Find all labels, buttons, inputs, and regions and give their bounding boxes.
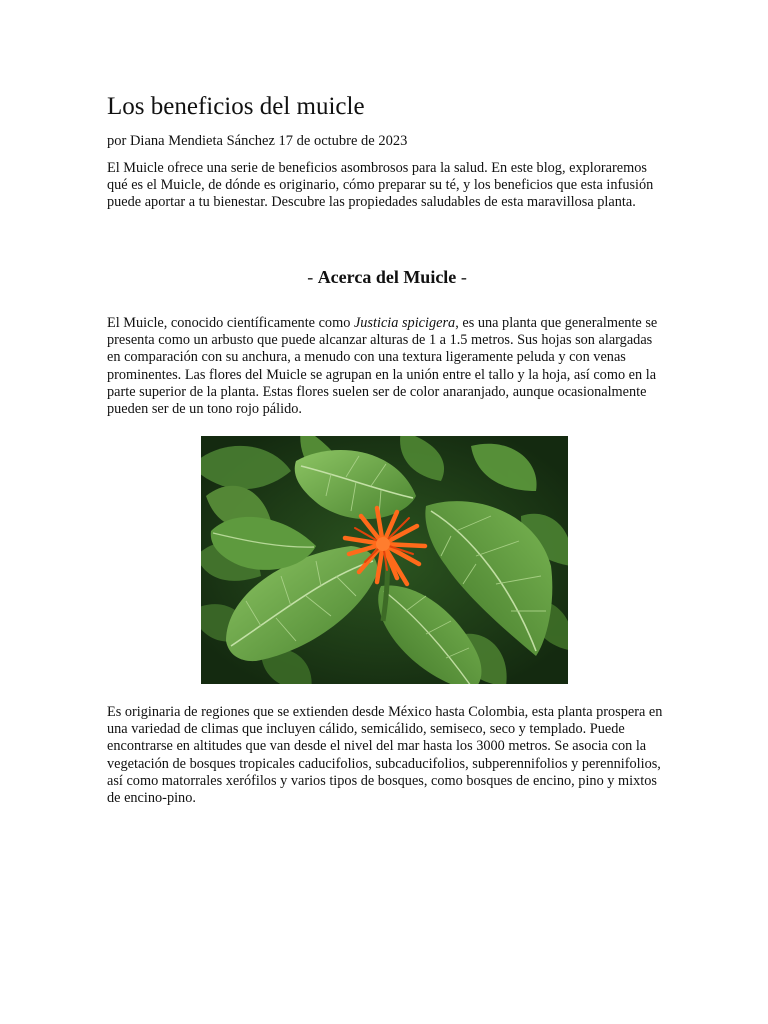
plant-illustration [201,436,568,684]
scientific-name: Justicia spicigera [353,315,456,331]
section-heading [107,266,667,288]
article-byline: por Diana Mendieta Sánchez 17 de octubre de 2023 [107,133,408,149]
section-heading-dash-left: - [307,267,318,287]
section-heading-dash-right: - [456,267,467,287]
article-title: Los beneficios del muicle [107,93,365,120]
about-text-after: , es una planta que generalmente se presenta como un arbusto que puede alcanzar alturas de 1 a 1.5 metros. Sus hojas son alargadas en comparación con su anchura, a menudo con una textura ligeramente peluda y con venas prominentes. Las flores del Muicle se agrupan en la unión entre el tallo y la hoja, así como en la parte superior de la planta. Estas flores suelen ser de color anaranjado, aunque ocasionalmente pueden ser de un tono rojo pálido. [107,315,658,418]
about-text-before: El Muicle, conocido científicamente como [107,315,354,331]
origin-paragraph: Es originaria de regiones que se extienden desde México hasta Colombia, esta planta prospera en una variedad de climas que incluyen cálido, semicálido, semiseco, seco y templado. Puede encontrarse en altitudes que van desde el nivel del mar hasta los 3000 metros. Se asocia con la vegetación de bosques tropicales caducifolios, subcaducifolios, subperennifolios y perennifolios, así como matorrales xerófilos y varios tipos de bosques, como bosques de encino, pino y mixtos de encino-pino. [107,704,663,807]
section-heading-text: Acerca del Muicle [317,267,457,287]
about-paragraph [107,315,667,418]
intro-paragraph: El Muicle ofrece una serie de beneficios asombrosos para la salud. En este blog, exploraremos qué es el Muicle, de dónde es originario, cómo preparar su té, y los beneficios que esta infusión puede aportar a tu bienestar. Descubre las propiedades saludables de esta maravillosa planta. [107,160,654,211]
muicle-plant-photo [201,436,568,684]
